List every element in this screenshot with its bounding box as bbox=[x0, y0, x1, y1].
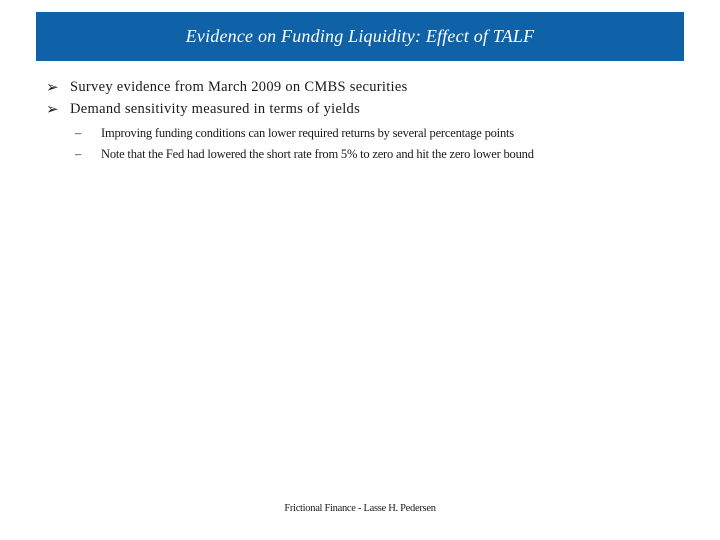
arrow-bullet-icon: ➢ bbox=[46, 99, 59, 118]
title-bar bbox=[36, 12, 684, 61]
bullet-item bbox=[46, 76, 686, 98]
sub-bullet-list bbox=[75, 123, 686, 165]
bullet-text: Survey evidence from March 2009 on CMBS securities bbox=[70, 78, 408, 95]
slide-title: Evidence on Funding Liquidity: Effect of TALF bbox=[185, 26, 535, 46]
slide-footer: Frictional Finance - Lasse H. Pedersen bbox=[284, 503, 436, 514]
arrow-bullet-icon: ➢ bbox=[46, 77, 59, 96]
sub-bullet-text: Improving funding conditions can lower required returns by several percentage points bbox=[101, 126, 514, 140]
sub-bullet-item bbox=[75, 123, 686, 144]
sub-bullet-text: Note that the Fed had lowered the short rate from 5% to zero and hit the zero lower bound bbox=[101, 147, 534, 161]
sub-bullet-item bbox=[75, 144, 686, 165]
bullet-list bbox=[46, 76, 686, 165]
bullet-text: Demand sensitivity measured in terms of yields bbox=[70, 100, 361, 117]
dash-marker: – bbox=[75, 126, 82, 140]
bullet-item bbox=[46, 98, 686, 120]
dash-marker: – bbox=[75, 147, 82, 161]
